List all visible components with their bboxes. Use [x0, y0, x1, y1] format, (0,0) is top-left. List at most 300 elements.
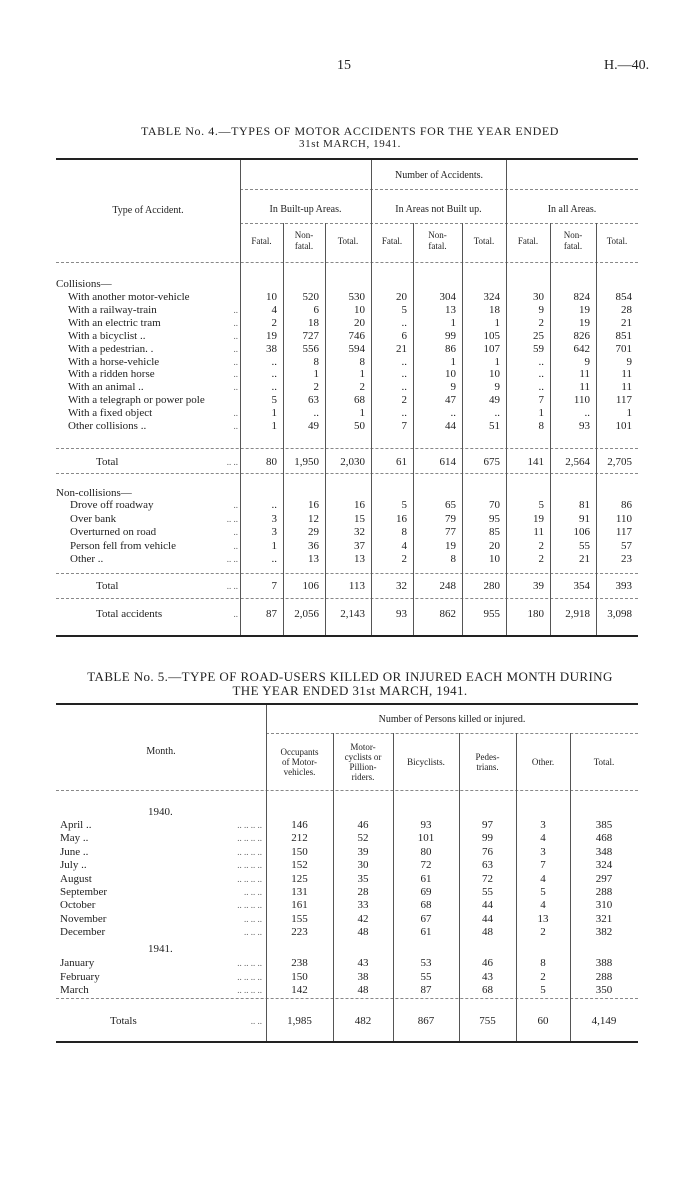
- table-cell: 57: [621, 539, 632, 552]
- table-cell: 87: [266, 608, 277, 620]
- table-4-stub-header: Type of Accident.: [112, 205, 184, 216]
- table-cell: 11: [621, 381, 632, 394]
- table-cell: 16: [354, 499, 365, 511]
- table-cell: 13: [308, 553, 319, 565]
- table-cell: 106: [573, 526, 590, 538]
- col-header: Occupants: [280, 747, 319, 757]
- col-header-non-fatal: fatal.: [428, 241, 447, 251]
- table-row-leader: ..: [233, 317, 238, 328]
- table-cell: 310: [595, 899, 613, 912]
- col-header: trians.: [476, 762, 499, 772]
- table-row-label: With a fixed object: [68, 407, 153, 420]
- table-cell: 49: [308, 420, 319, 432]
- table-cell: 20: [396, 291, 407, 303]
- table-cell: 50: [354, 420, 365, 432]
- table-cell: 86: [621, 499, 632, 511]
- table-cell: 482: [354, 1015, 372, 1027]
- table-5-top-rule: [56, 703, 638, 705]
- table-cell: 150: [291, 970, 308, 983]
- table-row-label: With another motor-vehicle: [68, 291, 190, 303]
- table-cell: ..: [271, 553, 277, 565]
- table-cell: 142: [291, 984, 308, 996]
- table-cell: 55: [579, 539, 590, 552]
- table-cell: 48: [482, 926, 493, 939]
- table-cell: 63: [482, 859, 493, 872]
- table-cell: 60: [537, 1015, 549, 1027]
- table-cell: 862: [439, 608, 456, 620]
- month-row-label: December: [60, 926, 106, 939]
- table-row-leader: ..: [233, 369, 238, 380]
- non-collisions-total-label: Total: [96, 580, 119, 592]
- table-cell: ..: [584, 407, 590, 420]
- table-cell: 614: [439, 456, 456, 468]
- table-5-bottom-rule: [56, 1041, 638, 1043]
- table-cell: 556: [302, 342, 319, 355]
- non-collisions-total-leader: .. ..: [226, 581, 238, 591]
- table-row-leader: ..: [233, 421, 238, 431]
- table-cell: 35: [357, 872, 369, 885]
- table-cell: 388: [595, 957, 613, 969]
- col-header: vehicles.: [283, 767, 316, 777]
- table-cell: 1: [271, 407, 277, 420]
- table-cell: 53: [420, 957, 432, 969]
- table-row-leader: ..: [233, 382, 238, 393]
- col-header: of Motor-: [281, 757, 318, 767]
- table-cell: 6: [313, 303, 319, 316]
- year-1940: 1940.: [148, 806, 173, 818]
- table-cell: 4: [271, 303, 277, 316]
- table-cell: 19: [445, 539, 456, 552]
- table-cell: 81: [579, 499, 590, 511]
- col-header: Other.: [531, 757, 555, 767]
- table-cell: 110: [573, 394, 590, 407]
- collisions-total-leader: .. ..: [226, 457, 238, 467]
- table-cell: 3: [271, 526, 277, 538]
- table-cell: 20: [489, 539, 500, 552]
- totals-row-leader: .. ..: [250, 1016, 262, 1026]
- col-header-non-fatal: Non-: [428, 230, 447, 240]
- table-cell: 97: [482, 819, 493, 831]
- table-cell: 107: [483, 342, 500, 355]
- table-cell: 297: [595, 872, 613, 885]
- table-cell: ..: [271, 368, 277, 381]
- month-row-leader: .. .. .. ..: [237, 846, 262, 857]
- table-cell: 4: [540, 832, 546, 845]
- table-cell: 9: [450, 381, 456, 394]
- table-row-leader: ..: [233, 500, 238, 510]
- table-cell: 304: [439, 291, 456, 303]
- table-cell: 288: [595, 970, 613, 983]
- col-header-fatal: Fatal.: [517, 236, 539, 246]
- table-cell: 42: [357, 912, 369, 925]
- table-cell: 52: [357, 832, 369, 845]
- table-cell: 63: [308, 394, 319, 407]
- table-cell: 851: [615, 329, 632, 342]
- table-cell: 44: [482, 912, 493, 925]
- table-cell: ..: [401, 381, 407, 394]
- table-cell: ..: [538, 368, 544, 381]
- col-header: Motor-: [350, 742, 376, 752]
- table-cell: 955: [483, 608, 500, 620]
- table-cell: 468: [595, 832, 613, 845]
- table-cell: 8: [359, 355, 365, 368]
- table-cell: 212: [291, 832, 308, 845]
- table-cell: 1,950: [294, 456, 319, 468]
- table-cell: 68: [354, 394, 365, 407]
- table-cell: 1: [626, 407, 632, 420]
- table-cell: 350: [595, 984, 613, 996]
- col-header: Bicyclists.: [407, 757, 445, 767]
- table-cell: 5: [538, 499, 544, 511]
- table-row-label: Person fell from vehicle: [70, 539, 176, 552]
- table-cell: 7: [538, 394, 544, 407]
- table-cell: 18: [308, 316, 319, 329]
- col-header-fatal: Fatal.: [251, 236, 272, 246]
- month-row-label: January: [60, 957, 95, 969]
- table-cell: 79: [445, 512, 456, 525]
- table-5-divider: [56, 998, 638, 999]
- table-cell: 93: [396, 608, 407, 620]
- table-cell: ..: [401, 407, 407, 420]
- table-cell: 70: [489, 499, 500, 511]
- table-cell: 44: [445, 420, 456, 432]
- table-cell: 16: [308, 499, 319, 511]
- table-row-leader: ..: [233, 330, 238, 341]
- month-row-label: November: [60, 912, 107, 925]
- table-4-group-divider: [240, 223, 638, 224]
- table-cell: 8: [313, 355, 319, 368]
- table-cell: 29: [308, 526, 319, 538]
- table-cell: 10: [266, 291, 277, 303]
- table-cell: 59: [533, 342, 544, 355]
- table-cell: ..: [271, 355, 277, 368]
- table-cell: 2: [313, 381, 319, 394]
- table-cell: 32: [396, 580, 407, 592]
- col-header: cyclists or: [344, 752, 382, 762]
- month-row-label: February: [60, 970, 100, 983]
- table-row-label: With a telegraph or power pole: [68, 394, 205, 407]
- table-cell: ..: [494, 407, 500, 420]
- table-cell: 93: [420, 819, 432, 831]
- table-cell: 727: [302, 329, 319, 342]
- table-cell: 87: [420, 984, 432, 996]
- table-cell: 746: [348, 329, 365, 342]
- table-cell: 7: [540, 859, 546, 872]
- month-row-leader: .. .. .. ..: [237, 985, 262, 995]
- table-cell: 324: [595, 859, 613, 872]
- table-cell: 5: [401, 303, 407, 316]
- table-5-span-divider: [266, 733, 638, 734]
- table-cell: 48: [357, 984, 369, 996]
- table-cell: 9: [494, 381, 500, 394]
- table-cell: 1: [359, 368, 365, 381]
- table-cell: 55: [420, 970, 432, 983]
- page-number: 15: [337, 58, 351, 73]
- table-cell: 38: [266, 342, 277, 355]
- table-cell: 30: [533, 291, 544, 303]
- table-cell: 68: [420, 899, 432, 912]
- table-cell: 152: [291, 859, 308, 872]
- table-cell: 48: [357, 926, 369, 939]
- col-header-total: Total.: [473, 236, 495, 246]
- table-cell: 101: [417, 832, 435, 845]
- table-cell: 2: [401, 394, 407, 407]
- month-row-label: March: [60, 984, 89, 996]
- table-cell: 21: [621, 316, 632, 329]
- table-row-label: Overturned on road: [70, 526, 157, 538]
- table-cell: 1: [494, 316, 500, 329]
- table-cell: 393: [615, 580, 632, 592]
- table-row-leader: ..: [233, 343, 238, 354]
- table-cell: 5: [540, 886, 546, 898]
- table-cell: 4: [540, 872, 546, 885]
- col-header-non-fatal: fatal.: [563, 241, 583, 251]
- table-cell: 1: [450, 355, 456, 368]
- table-cell: 68: [482, 984, 493, 996]
- table-cell: 2,030: [340, 456, 365, 468]
- table-cell: 8: [538, 420, 544, 432]
- table-cell: 288: [595, 886, 613, 898]
- table-row-leader: ..: [233, 304, 238, 315]
- table-cell: 95: [489, 512, 500, 525]
- table-4-span-divider: [240, 189, 638, 190]
- table-4-group-not-built-up: In Areas not Built up.: [395, 204, 482, 215]
- table-cell: 23: [621, 553, 632, 565]
- month-row-label: May ..: [60, 832, 89, 845]
- table-cell: 47: [445, 394, 456, 407]
- table-cell: 280: [483, 580, 500, 592]
- table-cell: 3,098: [607, 608, 632, 620]
- table-cell: 1: [494, 355, 500, 368]
- table-5-title-line2: THE YEAR ENDED 31st MARCH, 1941.: [232, 683, 468, 698]
- table-cell: 19: [579, 303, 590, 316]
- table-cell: 755: [479, 1015, 496, 1027]
- table-row-leader: ..: [233, 527, 238, 537]
- table-cell: 12: [308, 512, 319, 525]
- table-cell: 46: [357, 819, 369, 831]
- table-cell: 180: [527, 608, 544, 620]
- table-cell: 1: [313, 368, 319, 381]
- table-cell: 33: [357, 899, 369, 912]
- table-cell: 1: [271, 539, 277, 552]
- table-cell: 701: [615, 342, 632, 355]
- table-cell: 13: [445, 303, 456, 316]
- month-row-leader: .. .. ..: [244, 913, 262, 924]
- table-cell: 117: [615, 394, 632, 407]
- table-4-group-all-areas: In all Areas.: [547, 204, 597, 215]
- grand-total-label: Total accidents: [96, 608, 163, 620]
- table-cell: 72: [482, 872, 493, 885]
- table-cell: 32: [354, 526, 365, 538]
- table-cell: 101: [615, 420, 632, 432]
- table-cell: 2: [359, 381, 365, 394]
- table-cell: 530: [348, 291, 365, 303]
- table-cell: 113: [348, 580, 365, 592]
- table-5-title-line1: TABLE No. 5.—TYPE OF ROAD-USERS KILLED OR INJURED EACH MONTH DURING: [87, 669, 613, 684]
- table-cell: 3: [540, 819, 546, 831]
- table-cell: 99: [482, 832, 493, 845]
- document-reference: H.—40.: [604, 58, 650, 73]
- table-row-leader: ..: [233, 540, 238, 551]
- table-cell: 19: [579, 316, 590, 329]
- table-cell: 43: [482, 970, 493, 983]
- table-cell: 76: [482, 845, 493, 858]
- col-header-non-fatal: Non-: [563, 230, 583, 240]
- table-cell: 61: [420, 926, 432, 939]
- table-cell: 2: [540, 926, 546, 939]
- month-row-label: June ..: [60, 845, 89, 858]
- grand-total-leader: ..: [233, 609, 238, 619]
- table-cell: 51: [489, 420, 500, 432]
- month-row-leader: .. .. .. ..: [237, 958, 262, 968]
- table-cell: 44: [482, 899, 493, 912]
- table-cell: 49: [489, 394, 500, 407]
- table-cell: 10: [354, 303, 365, 316]
- col-header: Pedes-: [475, 752, 500, 762]
- table-cell: 2,056: [294, 608, 319, 620]
- table-row-label: With a horse-vehicle: [68, 355, 160, 368]
- table-cell: 5: [540, 984, 546, 996]
- table-row-label: With a pedestrian. .: [68, 342, 154, 355]
- table-cell: 1: [450, 316, 456, 329]
- table-cell: 19: [266, 329, 277, 342]
- table-cell: 8: [540, 957, 546, 969]
- table-cell: 4: [401, 539, 407, 552]
- month-row-label: September: [60, 886, 108, 898]
- table-cell: 150: [291, 845, 308, 858]
- table-cell: ..: [401, 368, 407, 381]
- collisions-total-label: Total: [96, 456, 119, 468]
- table-row-leader: .. ..: [226, 513, 238, 524]
- table-cell: 85: [489, 526, 500, 538]
- table-cell: 8: [401, 526, 407, 538]
- table-cell: 385: [595, 819, 613, 831]
- table-cell: 13: [537, 912, 549, 925]
- table-cell: 10: [445, 368, 456, 381]
- table-cell: 18: [489, 303, 500, 316]
- table-cell: 16: [396, 512, 407, 525]
- col-header-non-fatal: Non-: [294, 230, 314, 240]
- table-cell: 8: [450, 553, 456, 565]
- table-4-title-line1: TABLE No. 4.—TYPES OF MOTOR ACCIDENTS FOR THE YEAR ENDED: [140, 124, 560, 138]
- table-cell: 2,143: [340, 608, 365, 620]
- table-5-stub-header: Month.: [146, 746, 176, 757]
- table-cell: 6: [401, 329, 407, 342]
- table-cell: 110: [615, 512, 632, 525]
- table-cell: 43: [357, 957, 369, 969]
- table-4-top-rule: [56, 158, 638, 160]
- table-4-bottom-rule: [56, 635, 638, 637]
- totals-row-label: Totals: [110, 1015, 137, 1027]
- table-cell: 37: [354, 539, 365, 552]
- table-cell: 13: [354, 553, 365, 565]
- table-cell: 106: [302, 580, 319, 592]
- table-cell: 824: [573, 291, 590, 303]
- table-cell: 9: [584, 355, 590, 368]
- table-cell: 39: [533, 580, 544, 592]
- table-cell: 2: [538, 553, 544, 565]
- table-cell: 4: [540, 899, 546, 912]
- table-cell: 99: [445, 329, 456, 342]
- month-row-leader: .. .. .. ..: [237, 833, 262, 844]
- table-cell: 80: [420, 845, 432, 858]
- col-header: Total.: [593, 757, 615, 767]
- table-cell: 11: [579, 368, 590, 381]
- col-header-fatal: Fatal.: [381, 236, 403, 246]
- table-row-label: With a bicyclist ..: [68, 329, 146, 342]
- table-cell: 3: [540, 845, 546, 858]
- col-header: riders.: [351, 772, 375, 782]
- table-4-title-line2: 31st MARCH, 1941.: [299, 138, 401, 150]
- table-row-label: Other collisions ..: [68, 420, 147, 432]
- table-5-span-header: Number of Persons killed or injured.: [378, 714, 526, 725]
- table-cell: 11: [621, 368, 632, 381]
- table-cell: 80: [266, 456, 277, 468]
- month-row-label: April ..: [60, 819, 92, 831]
- table-cell: 125: [291, 872, 308, 885]
- month-row-label: July ..: [60, 859, 87, 872]
- table-cell: 520: [302, 291, 319, 303]
- table-cell: 69: [420, 886, 432, 898]
- table-cell: 2,705: [607, 456, 632, 468]
- table-row-label: Drove off roadway: [70, 499, 154, 511]
- section-collisions: Collisions—: [56, 278, 112, 290]
- table-cell: 382: [595, 926, 613, 939]
- table-cell: 854: [615, 291, 632, 303]
- table-cell: 61: [420, 872, 432, 885]
- table-cell: 1: [538, 407, 544, 420]
- month-row-label: October: [60, 899, 96, 912]
- table-cell: 28: [621, 303, 632, 316]
- table-cell: 4,149: [591, 1015, 617, 1027]
- table-cell: 46: [482, 957, 493, 969]
- table-row-leader: ..: [233, 356, 238, 367]
- table-cell: ..: [313, 407, 319, 420]
- table-cell: 86: [445, 342, 456, 355]
- table-row-label: With a ridden horse: [68, 368, 155, 381]
- col-header-total: Total.: [606, 236, 628, 246]
- month-row-leader: .. .. .. ..: [237, 873, 262, 884]
- table-cell: 161: [291, 899, 308, 912]
- table-cell: 867: [417, 1015, 435, 1027]
- table-cell: 2: [271, 316, 277, 329]
- table-cell: 141: [527, 456, 544, 468]
- table-cell: 65: [445, 499, 456, 511]
- table-cell: 238: [291, 957, 308, 969]
- table-cell: 5: [401, 499, 407, 511]
- table-cell: 11: [533, 526, 544, 538]
- table-cell: 223: [291, 926, 308, 939]
- table-cell: 11: [579, 381, 590, 394]
- table-cell: 30: [357, 859, 369, 872]
- table-cell: 38: [357, 970, 369, 983]
- table-cell: 28: [357, 886, 369, 898]
- table-cell: 9: [538, 303, 544, 316]
- table-cell: ..: [271, 381, 277, 394]
- table-cell: 10: [489, 553, 500, 565]
- month-row-leader: .. .. ..: [244, 887, 262, 897]
- section-non-collisions: Non-collisions—: [56, 487, 132, 499]
- table-cell: 155: [291, 912, 308, 925]
- table-cell: 61: [396, 456, 407, 468]
- month-row-leader: .. .. ..: [244, 927, 262, 938]
- table-cell: 5: [271, 394, 277, 407]
- table-cell: 2,564: [565, 456, 590, 468]
- table-cell: 354: [573, 580, 590, 592]
- table-row-label: Over bank: [70, 512, 117, 525]
- table-cell: 248: [439, 580, 456, 592]
- table-4-group-built-up: In Built-up Areas.: [269, 204, 342, 215]
